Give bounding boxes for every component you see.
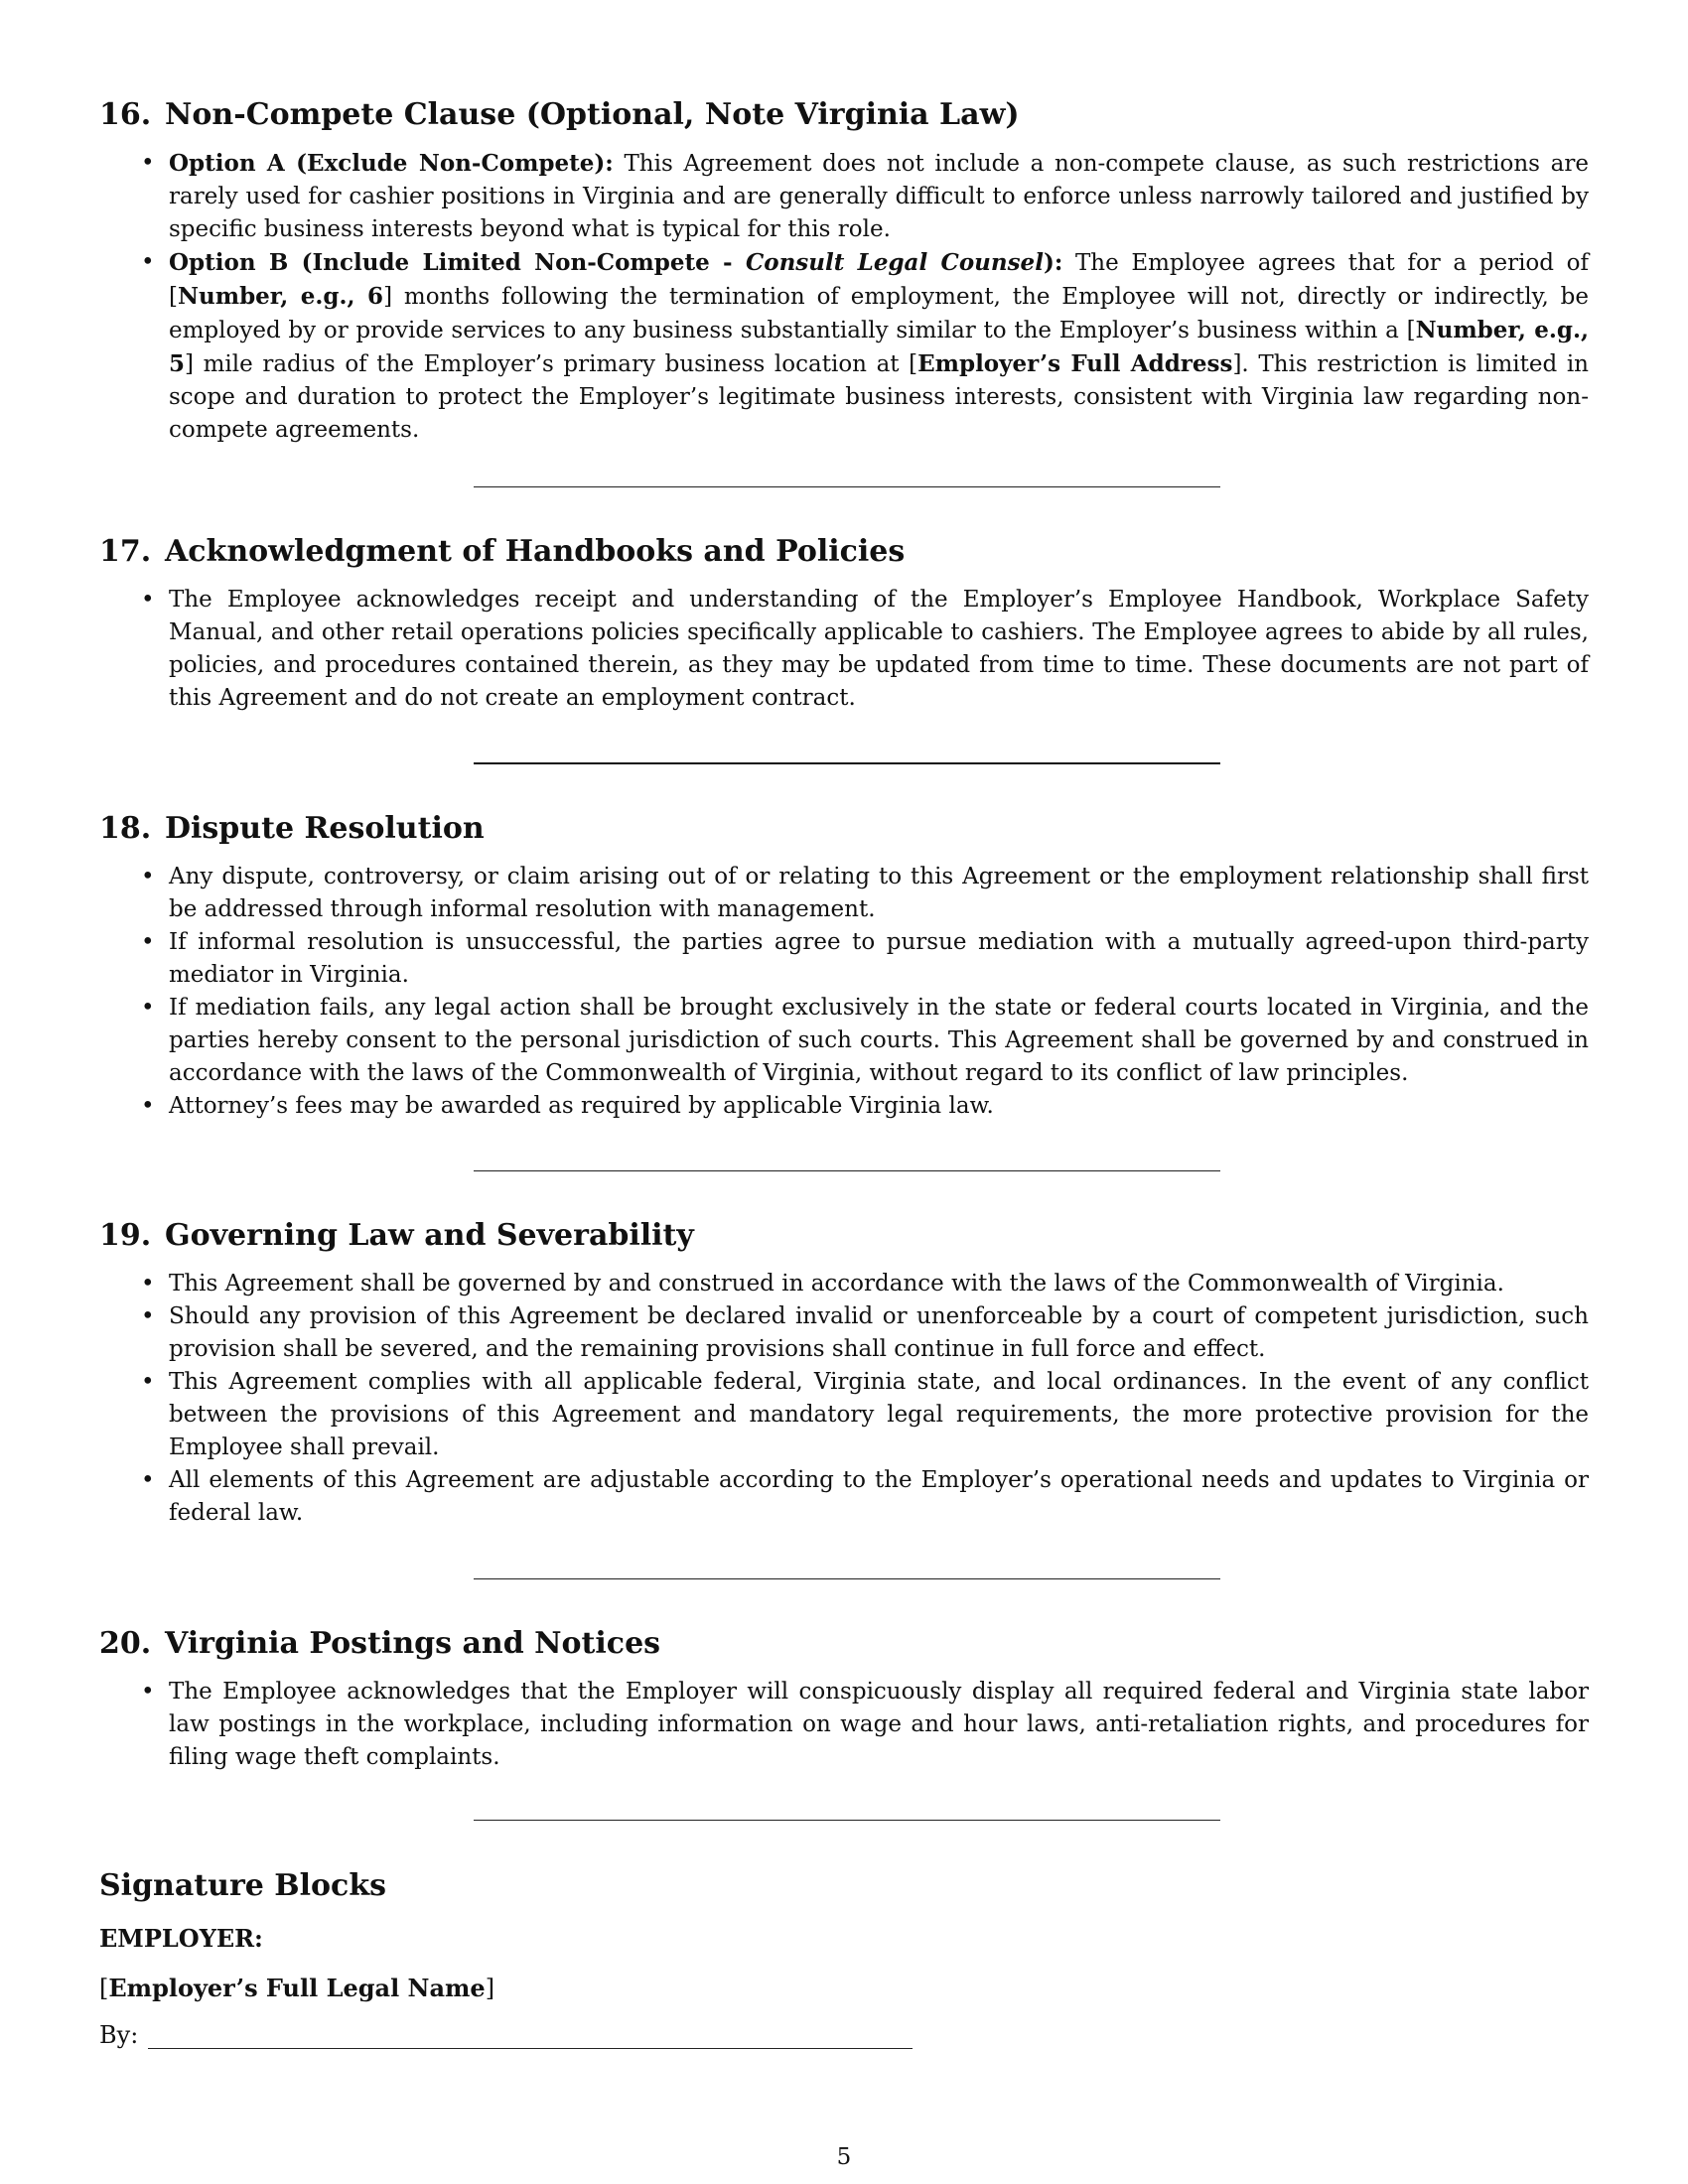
section-heading: 19. Governing Law and Severability (99, 1218, 694, 1253)
section-17 (99, 532, 1589, 715)
section-16 (99, 95, 1589, 447)
section-divider (474, 1820, 1220, 1821)
employer-name-placeholder: [Employer’s Full Legal Name] (99, 1974, 495, 2002)
list-item: • All elements of this Agreement are adjustable according to the Employer’s operational needs and updates to Virginia or federal law. (99, 1464, 1589, 1530)
employer-label: EMPLOYER: (99, 1924, 263, 1953)
bullet-list (99, 1268, 1589, 1530)
section-20 (99, 1624, 1589, 1774)
section-18 (99, 809, 1589, 1123)
list-item: • If mediation fails, any legal action shall be brought exclusively in the state or federal courts located in Virginia, and the parties hereby consent to the personal jurisdiction of such courts. This Agreement shall be governed by and construed in accordance with the laws of the Commonwealth of Virginia, without regard to its conflict of law principles. (99, 992, 1589, 1090)
signature-heading: Signature Blocks (99, 1868, 386, 1903)
section-divider (474, 1578, 1220, 1579)
bullet-list (99, 861, 1589, 1123)
list-item: • Attorney’s fees may be awarded as required by applicable Virginia law. (99, 1090, 1589, 1123)
section-19 (99, 1216, 1589, 1530)
list-item: • This Agreement shall be governed by and construed in accordance with the laws of the Commonwealth of Virginia. (99, 1268, 1589, 1300)
section-divider (474, 486, 1220, 487)
bullet-list (99, 1676, 1589, 1774)
list-item: • If informal resolution is unsuccessful, the parties agree to pursue mediation with a mutually agreed-upon third-party mediator in Virginia. (99, 926, 1589, 992)
bullet-list (99, 147, 1589, 447)
by-label: By: (99, 2021, 139, 2049)
page-number: 5 (836, 2144, 852, 2170)
section-heading: 18. Dispute Resolution (99, 811, 485, 846)
list-item: • The Employee acknowledges receipt and understanding of the Employer’s Employee Handbook, Workplace Safety Manual, and other retail operations policies specifically applicable to cashiers. The Employee agrees to abide by all rules, policies, and procedures contained therein, as they may be updated from time to time. These documents are not part of this Agreement and do not create an employment contract. (99, 584, 1589, 715)
section-heading: 20. Virginia Postings and Notices (99, 1626, 661, 1661)
bullet-list (99, 584, 1589, 715)
list-item: • Any dispute, controversy, or claim arising out of or relating to this Agreement or the employment relationship shall first be addressed through informal resolution with management. (99, 861, 1589, 926)
section-divider (474, 1170, 1220, 1171)
section-heading: 16. Non-Compete Clause (Optional, Note Virginia Law) (99, 97, 1020, 132)
document-page (99, 0, 1589, 2184)
signature-by-row (99, 2021, 913, 2049)
section-divider (474, 762, 1220, 764)
section-heading: 17. Acknowledgment of Handbooks and Policies (99, 534, 906, 569)
list-item: • This Agreement complies with all applicable federal, Virginia state, and local ordinances. In the event of any conflict between the provisions of this Agreement and mandatory legal requirements, the more protective provision for the Employee shall prevail. (99, 1366, 1589, 1464)
list-item: • Should any provision of this Agreement be declared invalid or unenforceable by a court of competent jurisdiction, such provision shall be severed, and the remaining provisions shall continue in full force and effect. (99, 1300, 1589, 1366)
list-item: • The Employee acknowledges that the Employer will conspicuously display all required federal and Virginia state labor law postings in the workplace, including information on wage and hour laws, anti-retaliation rights, and procedures for filing wage theft complaints. (99, 1676, 1589, 1774)
signature-line[interactable] (148, 2022, 913, 2049)
list-item: • Option A (Exclude Non-Compete): This Agreement does not include a non-compete clause, as such restrictions are rarely used for cashier positions in Virginia and are generally difficult to enforce unless narrowly tailored and justified by specific business interests beyond what is typical for this role. (99, 147, 1589, 246)
list-item: • Option B (Include Limited Non-Compete - Consult Legal Counsel): The Employee agrees that for a period of [Number, e.g., 6] months following the termination of employment, the Employee will not, directly or indirectly, be employed by or provide services to any business substantially similar to the Employer’s business within a [Number, e.g., 5] mile radius of the Employer’s primary business location at [Employer’s Full Address]. This restriction is limited in scope and duration to protect the Employer’s legitimate business interests, consistent with Virginia law regarding non-compete agreements. (99, 246, 1589, 447)
